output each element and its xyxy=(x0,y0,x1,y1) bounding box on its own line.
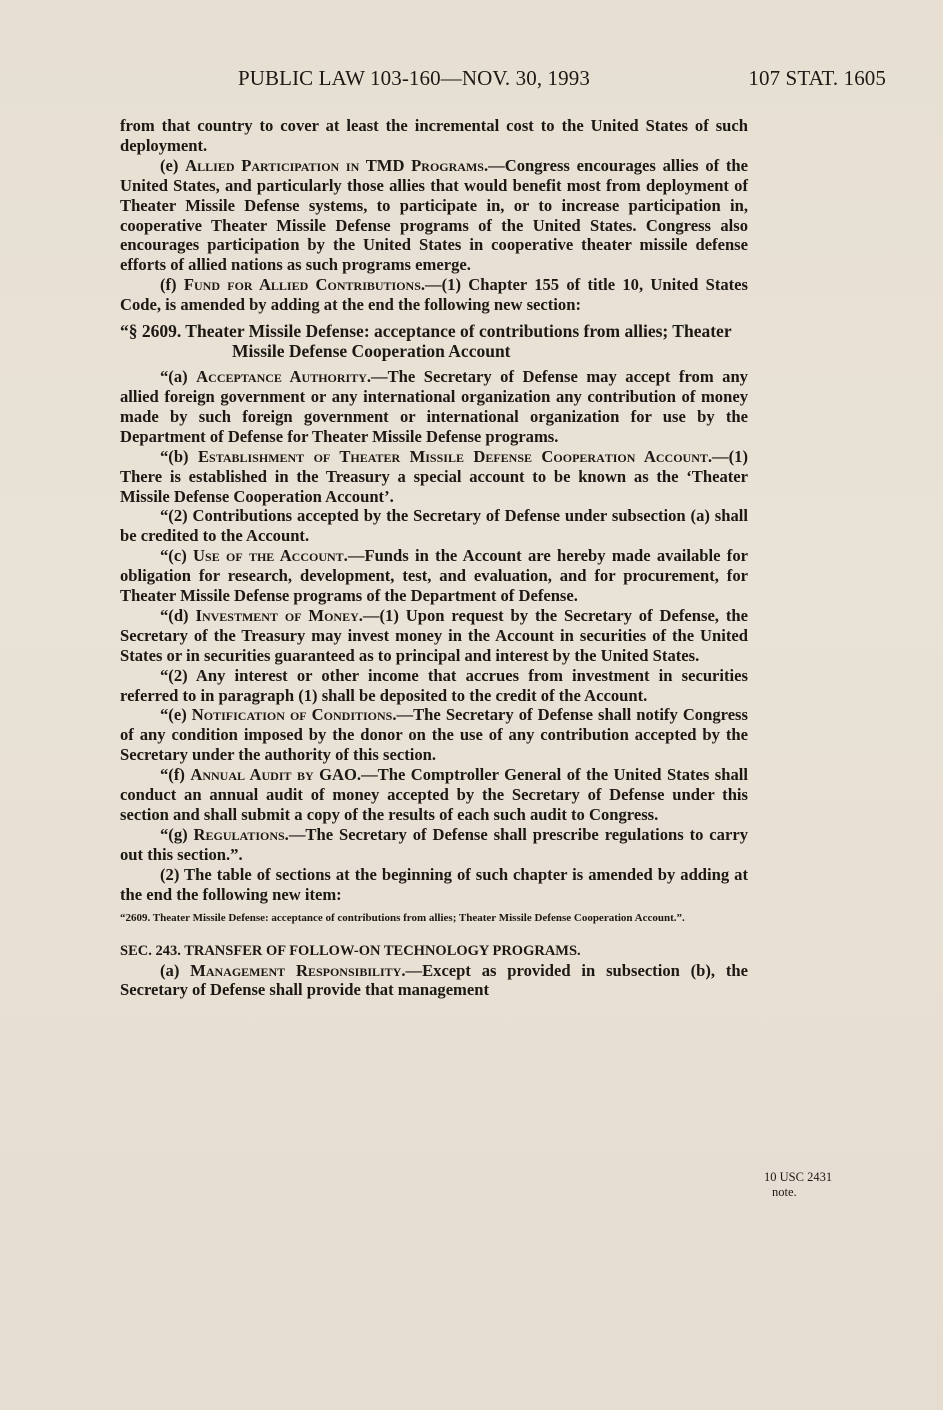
paragraph-lead: “(c) xyxy=(160,546,194,566)
subsection-f xyxy=(120,765,748,825)
paragraph-management-responsibility xyxy=(120,961,748,1001)
document-body xyxy=(120,116,748,1000)
section-2609-heading: “§ 2609. Theater Missile Defense: acceptance of contributions from allies; Theater Missile Defense Cooperation Account xyxy=(120,321,732,362)
running-header xyxy=(120,66,886,102)
subsection-e xyxy=(120,705,748,765)
paragraph-continuation: from that country to cover at least the incremental cost to the United States of such deployment. xyxy=(120,116,748,155)
paragraph-heading: Regulations. xyxy=(193,824,289,844)
margin-note-line: 10 USC 2431 xyxy=(764,1170,833,1184)
subsection-g xyxy=(120,825,748,865)
paragraph-lead: “(g) xyxy=(160,824,194,844)
paragraph-f-fund xyxy=(120,275,748,315)
paragraph-text: —Except as provided in subsection (b), the Secretary of Defense shall provide that management xyxy=(120,960,749,1000)
paragraph-lead: “(a) xyxy=(160,367,197,387)
paragraph-text: —Congress encourages allies of the United States, and particularly those allies that would benefit most from deployment of Theater Missile Defense systems, to participate in, or to increase participation in, cooperative Theater Missile Defense programs of the United States. Congress also encourages participation by the United States in cooperative theater missile defense efforts of allied nations as such programs emerge. xyxy=(120,155,748,275)
subsection-b-2: “(2) Contributions accepted by the Secretary of Defense under subsection (a) shall be credited to the Account. xyxy=(120,506,748,546)
header-title: PUBLIC LAW 103-160—NOV. 30, 1993 xyxy=(238,66,590,90)
subsection-c xyxy=(120,546,748,606)
paragraph-text: —(1) Chapter 155 of title 10, United States Code, is amended by adding at the end the following new section: xyxy=(120,275,748,315)
paragraph-heading: Annual Audit by GAO. xyxy=(190,765,362,785)
paragraph-heading: Investment of Money. xyxy=(195,605,363,625)
paragraph-text: —(1) There is established in the Treasury a special account to be known as the ‘Theater Missile Defense Cooperation Account’. xyxy=(120,446,748,506)
header-stat-citation: 107 STAT. 1605 xyxy=(748,66,886,90)
paragraph-heading: Establishment of Theater Missile Defense Cooperation Account. xyxy=(197,446,713,466)
paragraph-text: —The Secretary of Defense shall prescribe regulations to carry out this section.”. xyxy=(120,824,748,864)
paragraph-lead: “(b) xyxy=(160,446,198,466)
paragraph-lead: “(f) xyxy=(160,765,191,785)
paragraph-heading: Fund for Allied Contributions. xyxy=(183,275,426,295)
subsection-b xyxy=(120,447,748,507)
section-243-heading: SEC. 243. TRANSFER OF FOLLOW-ON TECHNOLOGY PROGRAMS. xyxy=(120,942,581,959)
paragraph-text: —The Comptroller General of the United States shall conduct an annual audit of money accepted by the Secretary of Defense under this section and shall submit a copy of the results of each such audit to Congress. xyxy=(120,765,749,824)
subsection-d-2: “(2) Any interest or other income that accrues from investment in securities referred to in paragraph (1) shall be deposited to the credit of the Account. xyxy=(120,665,748,705)
paragraph-e-allied-participation xyxy=(120,156,748,275)
margin-note-line: note. xyxy=(772,1185,797,1199)
subsection-a xyxy=(120,367,748,447)
paragraph-table-of-sections: (2) The table of sections at the beginning of such chapter is amended by adding at the end the following new item: xyxy=(120,864,748,904)
paragraph-heading: Acceptance Authority. xyxy=(196,367,372,387)
paragraph-heading: Allied Participation in TMD Programs. xyxy=(185,155,489,175)
paragraph-heading: Use of the Account. xyxy=(193,546,348,566)
paragraph-heading: Management Responsibility. xyxy=(190,960,406,980)
paragraph-text: —The Secretary of Defense may accept from any allied foreign government or any international organization any contribution of money made by such foreign government or international organization for use by the Department of Defense for Theater Missile Defense programs. xyxy=(120,367,748,446)
paragraph-lead: (a) xyxy=(160,960,191,980)
paragraph-text: —The Secretary of Defense shall notify Congress of any condition imposed by the donor on the use of any contribution accepted by the Secretary under the authority of this section. xyxy=(120,705,748,765)
table-of-sections-item: “2609. Theater Missile Defense: acceptance of contributions from allies; Theater Missile Defense Cooperation Account.”. xyxy=(120,911,685,924)
paragraph-lead: “(e) xyxy=(160,705,192,725)
paragraph-text: —Funds in the Account are hereby made available for obligation for research, development, test, and evaluation, and for procurement, for Theater Missile Defense programs of the Department of Defense. xyxy=(120,546,748,606)
paragraph-text: —(1) Upon request by the Secretary of Defense, the Secretary of the Treasury may invest money in the Account in securities of the United States or in securities guaranteed as to principal and interest by the United States. xyxy=(120,605,748,665)
paragraph-lead: “(d) xyxy=(160,605,196,625)
paragraph-heading: Notification of Conditions. xyxy=(191,705,397,725)
paragraph-lead: (e) xyxy=(160,155,186,175)
margin-citation-note xyxy=(764,1170,832,1200)
subsection-d xyxy=(120,606,748,666)
paragraph-lead: (f) xyxy=(160,275,184,295)
